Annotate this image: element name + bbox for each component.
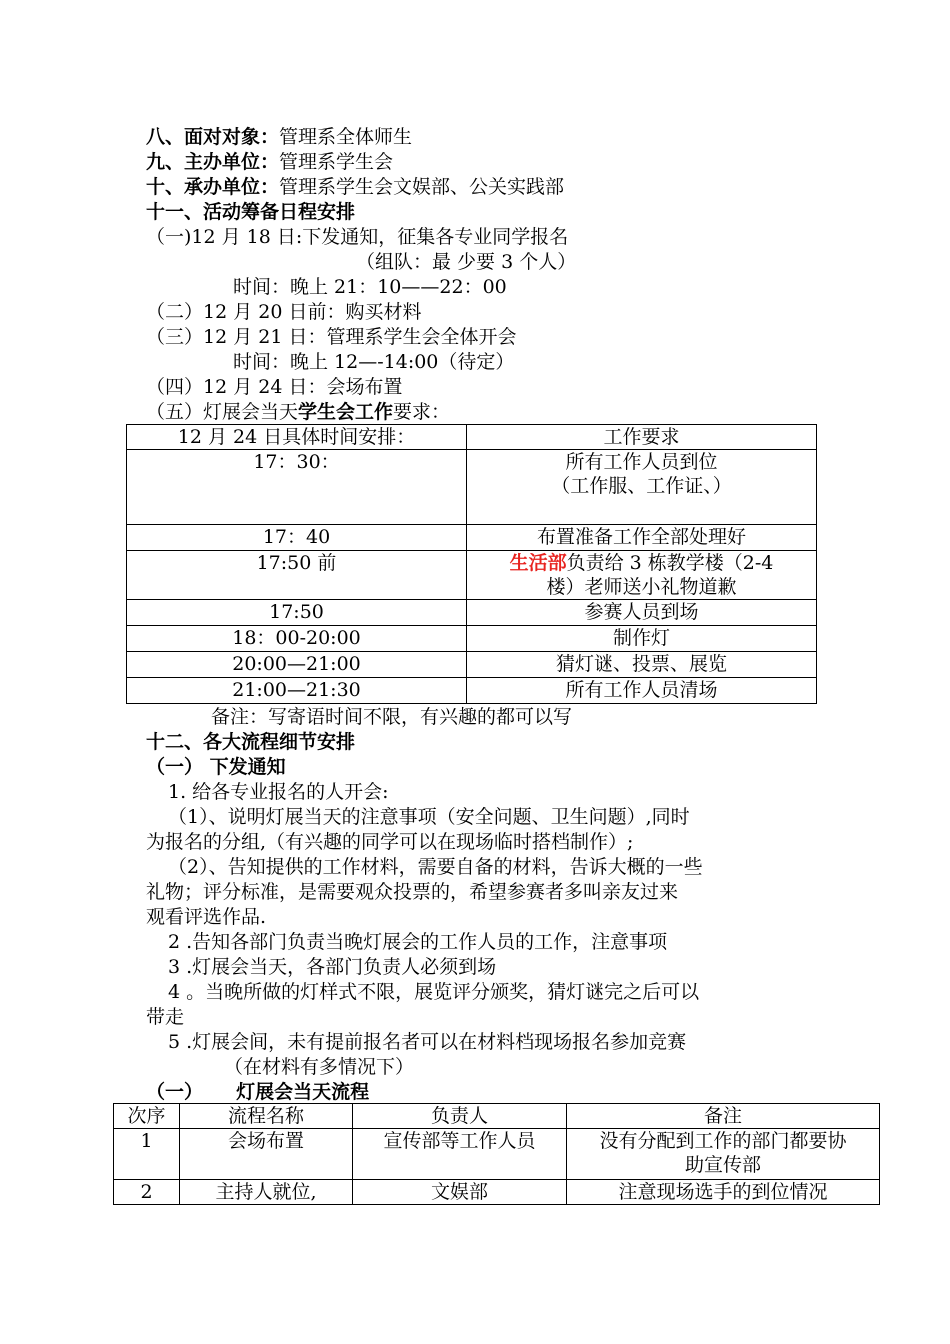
section-10-value: 管理系学生会文娱部、公关实践部 bbox=[279, 176, 565, 198]
schedule-item-3: （三）12 月 21 日：管理系学生会全体开会 bbox=[146, 326, 517, 348]
table-cell-note bbox=[567, 1129, 880, 1180]
table-cell-requirement bbox=[467, 450, 817, 525]
detail-p3c: 观看评选作品. bbox=[146, 906, 267, 928]
table-cell-order: 1 bbox=[114, 1129, 180, 1180]
section-9-label: 九、主办单位： bbox=[146, 151, 280, 173]
table-cell-time: 17:50 bbox=[127, 600, 467, 626]
work-schedule-table bbox=[126, 424, 817, 704]
detail-p2b: 为报名的分组,（有兴趣的同学可以在现场临时搭档制作）; bbox=[146, 831, 634, 853]
table-row bbox=[127, 525, 817, 551]
table-cell-order: 2 bbox=[114, 1180, 180, 1205]
table-row bbox=[127, 600, 817, 626]
table-row bbox=[127, 678, 817, 704]
table-cell-note: 注意现场选手的到位情况 bbox=[567, 1180, 880, 1205]
table-cell-time: 18：00-20:00 bbox=[127, 626, 467, 652]
requirement-line-2: （工作服、工作证、） bbox=[551, 475, 732, 497]
table-row bbox=[127, 626, 817, 652]
schedule-item-3-time: 时间：晚上 12—-14:00（待定） bbox=[233, 351, 515, 373]
table-row bbox=[114, 1180, 880, 1205]
subsection-notice: （一） 下发通知 bbox=[146, 756, 286, 778]
schedule-item-4: （四）12 月 24 日：会场布置 bbox=[146, 376, 403, 398]
detail-p7a: 5 .灯展会间，未有提前报名者可以在材料档现场报名参加竞赛 bbox=[168, 1031, 687, 1053]
table-cell-time: 17：30： bbox=[127, 450, 467, 525]
requirement-line: 所有工作人员到位 bbox=[565, 451, 718, 473]
table-cell-process: 主持人就位, bbox=[180, 1180, 353, 1205]
table-cell-time: 17：40 bbox=[127, 525, 467, 551]
table-remark: 备注：写寄语时间不限，有兴趣的都可以写 bbox=[211, 706, 573, 728]
table-cell-time: 21:00—21:30 bbox=[127, 678, 467, 704]
requirement-line-2: 楼）老师送小礼物道歉 bbox=[546, 576, 737, 598]
detail-p6b: 带走 bbox=[146, 1006, 185, 1028]
detail-p7b: （在材料有多情况下） bbox=[224, 1056, 415, 1078]
schedule-item-1-time: 时间：晚上 21：10——22：00 bbox=[233, 276, 507, 298]
department-highlight: 生活部 bbox=[509, 552, 567, 574]
table-header-requirement: 工作要求 bbox=[467, 425, 817, 450]
section-9-value: 管理系学生会 bbox=[279, 151, 394, 173]
detail-p2a: （1）、说明灯展当天的注意事项（安全问题、卫生问题）,同时 bbox=[168, 806, 690, 828]
table-cell-time: 20:00—21:00 bbox=[127, 652, 467, 678]
detail-p1: 1. 给各专业报名的人开会: bbox=[168, 781, 389, 803]
section-8 bbox=[146, 125, 412, 150]
table-cell-requirement: 所有工作人员清场 bbox=[467, 678, 817, 704]
table-header-note: 备注 bbox=[567, 1104, 880, 1129]
section-10-label: 十、承办单位： bbox=[146, 176, 280, 198]
requirement-line bbox=[467, 551, 816, 575]
detail-p3b: 礼物；评分标准，是需要观众投票的，希望参赛者多叫亲友过来 bbox=[146, 881, 679, 903]
table-header-order: 次序 bbox=[114, 1104, 180, 1129]
schedule-item-5-bold: 学生会工作 bbox=[298, 401, 394, 423]
table-header-process: 流程名称 bbox=[180, 1104, 353, 1129]
table-cell-requirement: 参赛人员到场 bbox=[467, 600, 817, 626]
schedule-item-1: （一)12 月 18 日:下发通知，征集各专业同学报名 bbox=[146, 226, 569, 248]
table-cell-requirement: 猜灯谜、投票、展览 bbox=[467, 652, 817, 678]
schedule-item-5-pre: （五）灯展会当天 bbox=[146, 401, 299, 423]
section-8-label: 八、面对对象： bbox=[146, 126, 280, 148]
schedule-item-1-note: （组队：最 少要 3 个人） bbox=[356, 251, 577, 273]
requirement-text: 负责给 3 栋教学楼（2-4 bbox=[566, 552, 774, 574]
section-8-value: 管理系全体师生 bbox=[279, 126, 413, 148]
section-9 bbox=[146, 150, 393, 175]
table-cell-requirement: 制作灯 bbox=[467, 626, 817, 652]
table-cell-requirement bbox=[467, 551, 817, 600]
table-cell-requirement: 布置准备工作全部处理好 bbox=[467, 525, 817, 551]
schedule-item-5-post: 要求： bbox=[393, 401, 451, 423]
schedule-item-2: （二）12 月 20 日前：购买材料 bbox=[146, 301, 422, 323]
detail-p4: 2 .告知各部门负责当晚灯展会的工作人员的工作，注意事项 bbox=[168, 931, 668, 953]
table-header-time: 12 月 24 日具体时间安排： bbox=[127, 425, 467, 450]
note-line-2: 助宣传部 bbox=[684, 1154, 761, 1176]
detail-p5: 3 .灯展会当天，各部门负责人必须到场 bbox=[168, 956, 497, 978]
table-cell-process: 会场布置 bbox=[180, 1129, 353, 1180]
section-11-heading: 十一、活动筹备日程安排 bbox=[146, 201, 356, 223]
table-row bbox=[127, 652, 817, 678]
table-row bbox=[114, 1129, 880, 1180]
table-header-row bbox=[127, 425, 817, 450]
table-cell-owner: 宣传部等工作人员 bbox=[353, 1129, 567, 1180]
table-header-owner: 负责人 bbox=[353, 1104, 567, 1129]
table-cell-time: 17:50 前 bbox=[127, 551, 467, 600]
section-12-heading: 十二、各大流程细节安排 bbox=[146, 731, 356, 753]
section-10 bbox=[146, 175, 564, 200]
schedule-item-5 bbox=[146, 400, 450, 425]
table-header-row bbox=[114, 1104, 880, 1129]
table-cell-owner: 文娱部 bbox=[353, 1180, 567, 1205]
detail-p3a: （2）、告知提供的工作材料，需要自备的材料，告诉大概的一些 bbox=[168, 856, 703, 878]
table-row bbox=[127, 551, 817, 600]
note-line: 没有分配到工作的部门都要协 bbox=[599, 1130, 847, 1152]
subsection-flow: （一） 灯展会当天流程 bbox=[146, 1081, 370, 1103]
table-row bbox=[127, 450, 817, 525]
detail-p6a: 4 。当晚所做的灯样式不限，展览评分颁奖，猜灯谜完之后可以 bbox=[168, 981, 700, 1003]
flow-table bbox=[113, 1103, 880, 1205]
